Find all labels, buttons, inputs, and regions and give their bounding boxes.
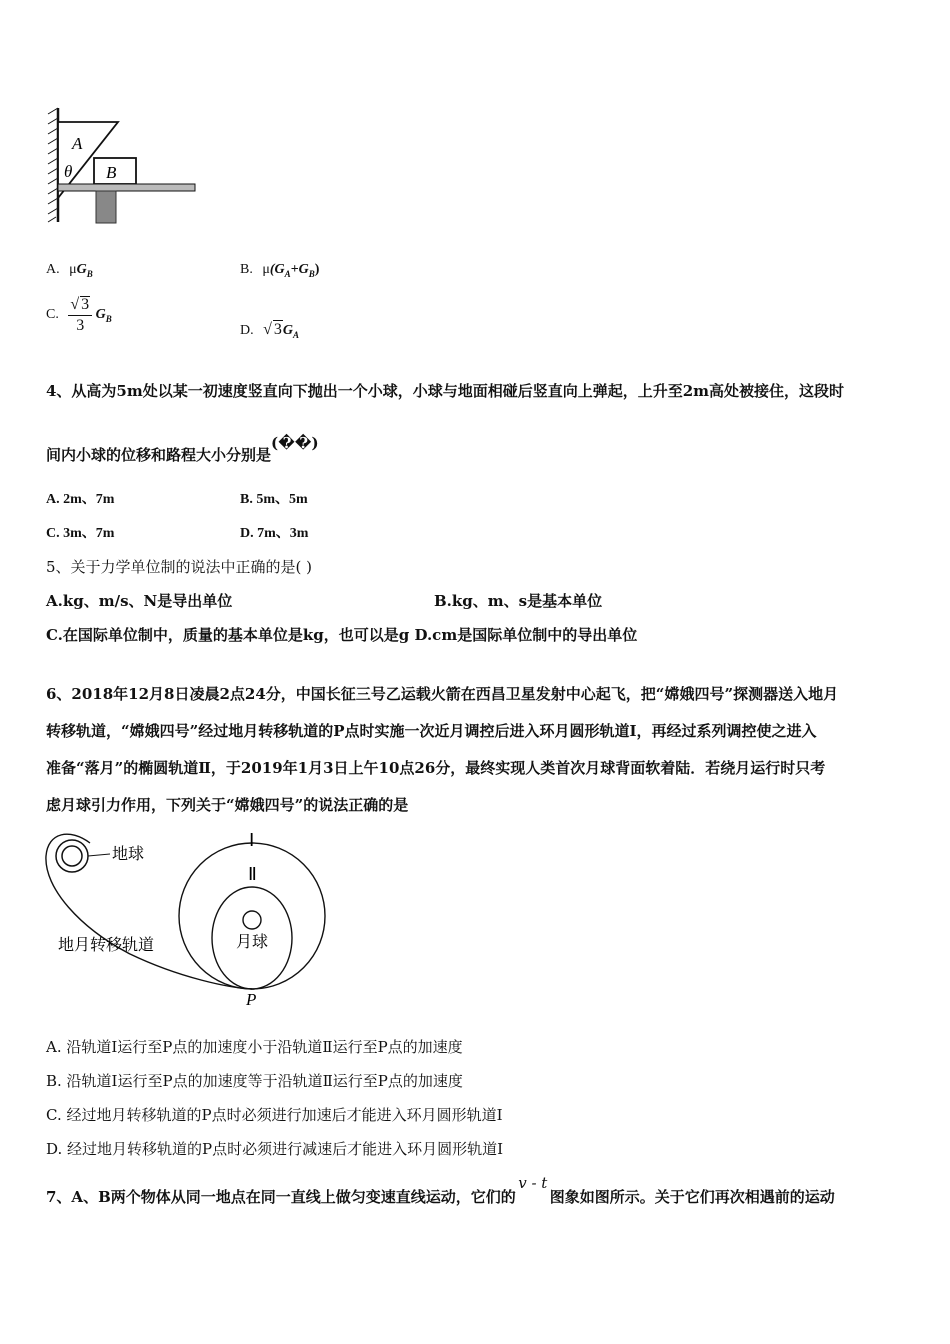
label-theta: θ: [64, 162, 73, 181]
q4-option-a: A. 2m、7m: [46, 492, 115, 507]
q6-stem-line1: 6、2018年12月8日凌晨2点24分，中国长征三号乙运载火箭在西昌卫星发射中心起飞，把“嫦娥四号”探测器送入地月: [46, 685, 839, 703]
moon-label: 月球: [236, 934, 269, 951]
q4-stem-line2: 间内小球的位移和路程大小分别是(��): [46, 434, 319, 464]
q3-option-a: A. $\mu G_B$: [46, 262, 93, 279]
q4-stem-line1: 4、从高为5m处以某一初速度竖直向下抛出一个小球，小球与地面相碰后竖直向上弹起，上升至2m高处被接住，这段时: [46, 382, 845, 400]
q5-option-a: A.kg、m/s、N是导出单位: [46, 592, 233, 610]
wedge-block-figure: [40, 100, 210, 230]
q7-stem: 7、A、B两个物体从同一地点在同一直线上做匀变速直线运动，它们的v - t图象如图所示。关于它们再次相遇前的运动: [46, 1174, 835, 1206]
q5-stem: 5、关于力学单位制的说法中正确的是( ): [46, 558, 313, 576]
q6-option-b: B. 沿轨道Ⅰ运行至P点的加速度等于沿轨道Ⅱ运行至P点的加速度: [46, 1072, 463, 1090]
q6-stem-line3: 准备“落月”的椭圆轨道Ⅱ，于2019年1月3日上午10点26分，最终实现人类首次月球背面软着陆．若绕月运行时只考: [46, 759, 826, 777]
q3-option-d: D. √ $3G_A$: [240, 321, 300, 340]
transfer-orbit-label: 地月转移轨道: [58, 937, 155, 954]
q3-option-c: C. $\frac{√ 3}{3}$ $G_B$: [46, 296, 112, 334]
label-b: B: [106, 163, 117, 182]
q5-option-c: C.在国际单位制中，质量的基本单位是kg，也可以是g D.cm是国际单位制中的导出单位: [46, 626, 638, 644]
q5-option-b: B.kg、m、s是基本单位: [434, 592, 603, 610]
q4-option-c: C. 3m、7m: [46, 526, 115, 541]
q6-option-c: C. 经过地月转移轨道的P点时必须进行加速后才能进入环月圆形轨道Ⅰ: [46, 1106, 503, 1124]
orbit-figure: [40, 828, 340, 1010]
q4-option-d: D. 7m、3m: [240, 526, 309, 541]
q6-stem-line2: 转移轨道，“嫦娥四号”经过地月转移轨道的P点时实施一次近月调控后进入环月圆形轨道Ⅰ，再经过系列调控使之进入: [46, 722, 817, 740]
q3-option-b: B. $\mu(G_A+G_B)$: [240, 262, 320, 279]
orbit-ii-label: Ⅱ: [248, 864, 257, 884]
q6-option-d: D. 经过地月转移轨道的P点时必须进行减速后才能进入环月圆形轨道Ⅰ: [46, 1140, 504, 1158]
earth-label: 地球: [112, 846, 145, 863]
q6-stem-line4: 虑月球引力作用，下列关于“嫦娥四号”的说法正确的是: [46, 796, 409, 814]
point-p-label: P: [246, 990, 257, 1009]
q4-option-b: B. 5m、5m: [240, 492, 308, 507]
label-a: A: [72, 134, 83, 153]
q6-option-a: A. 沿轨道Ⅰ运行至P点的加速度小于沿轨道Ⅱ运行至P点的加速度: [46, 1038, 463, 1056]
orbit-i-label: Ⅰ: [249, 830, 255, 850]
